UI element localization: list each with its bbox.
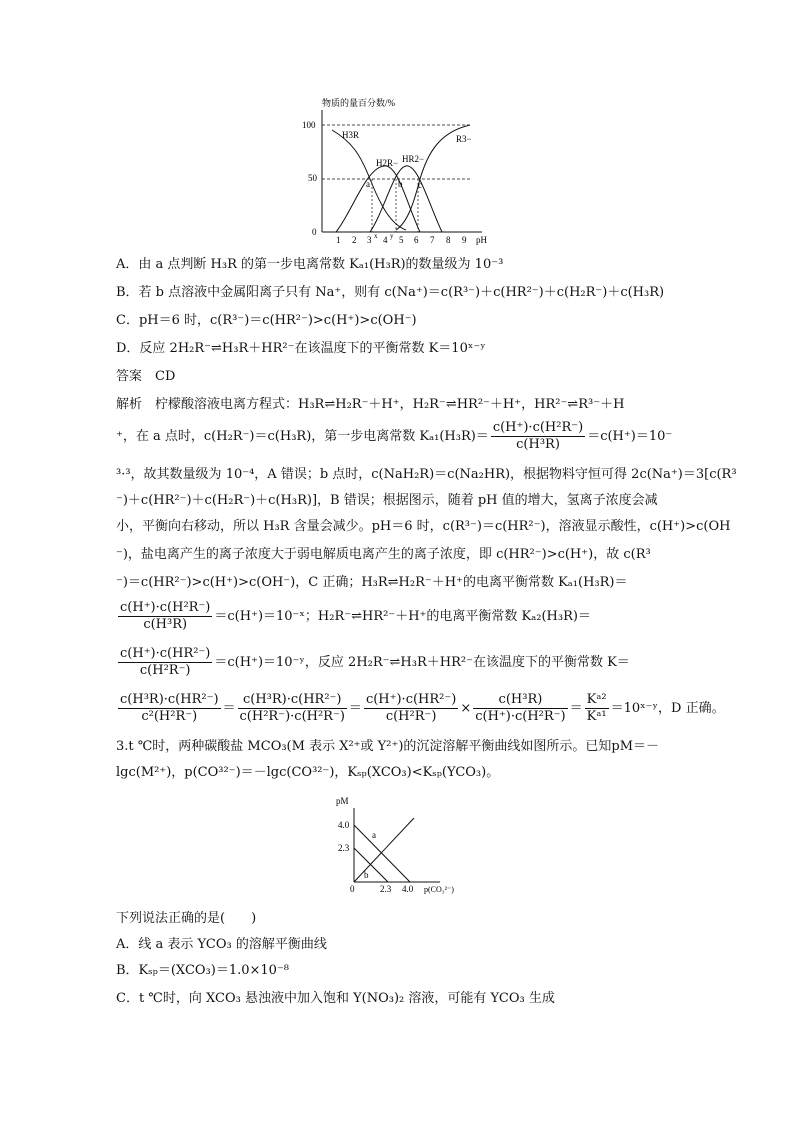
analysis-line-6: ⁻)，盐电离产生的离子浓度大于弱电解质电离产生的离子浓度，即 c(HR²⁻)>c(H⁺)，故 c(R³	[116, 547, 651, 562]
svg-text:7: 7	[430, 235, 435, 245]
precipitation-chart	[330, 790, 470, 900]
x-axis-label: pH	[476, 235, 487, 245]
svg-text:x: x	[374, 232, 378, 240]
chart2-y-tick-23: 2.3	[338, 843, 350, 853]
chart2-x-label: p(CO₃²⁻)	[424, 885, 454, 894]
label-hr2: HR2−	[402, 154, 425, 164]
y-tick-100: 100	[302, 120, 316, 130]
chart2-x-tick-0: 0	[350, 884, 355, 894]
line-b-label: b	[364, 870, 369, 880]
analysis-line-7: ⁻)＝c(HR²⁻)>c(H⁺)>c(OH⁻)，C 正确；H₃R⇌H₂R⁻＋H⁺的电离平衡常数 Kₐ₁(H₃R)＝	[116, 575, 628, 590]
answer: 答案 CD	[116, 369, 176, 384]
analysis-line-3: ³·³，故其数量级为 10⁻⁴，A 错误；b 点时，c(NaH₂R)＝c(Na₂HR)，根据物料守恒可得 2c(Na⁺)＝3[c(R³	[116, 467, 737, 482]
chart2-y-tick-4: 4.0	[338, 820, 350, 830]
point-b: b	[398, 179, 403, 189]
svg-text:y: y	[390, 232, 394, 240]
y-tick-0: 0	[312, 227, 317, 237]
analysis-line-8: $\frac{\text{c(H⁺)·c(H²R⁻)}}{\text{c(H³R)}}$ ＝c(H⁺)＝10⁻ˣ；H₂R⁻⇌HR²⁻＋H⁺的电离平衡常数 Kₐ₂(H₃R)＝	[120, 600, 591, 632]
species-distribution-chart	[290, 92, 510, 252]
svg-text:1: 1	[336, 235, 341, 245]
label-r3: R3−	[456, 134, 472, 144]
analysis-line-2: ⁺，在 a 点时，c(H₂R⁻)＝c(H₃R)，第一步电离常数 Kₐ₁(H₃R)＝ $\frac{\text{c(H⁺)·c(H²R⁻)}}{\text{c(H³R)}}$ ＝c(H⁺)＝10⁻	[116, 420, 673, 452]
y-tick-50: 50	[308, 173, 317, 183]
analysis-line-10: $\frac{\text{c(H³R)·c(HR²⁻)}}{\text{c²(H²R⁻)}}$ ＝ $\frac{\text{c(H³R)·c(HR²⁻)}}{\text{c(H²R⁻)·c(H²R⁻)}}$ ＝ $\frac{\text{c(H⁺)·c(HR²⁻)}}{\text{c(H²R⁻)}}$ × $\frac{\text{c(H³R)}}{\text{c(H⁺)·c(H²R⁻)}}$ ＝ $\frac{\text{Kᵃ²}}{\text{Kᵃ¹}}$ ＝10ˣ⁻ʸ，D 正确。	[120, 692, 725, 724]
analysis-line-9: $\frac{\text{c(H⁺)·c(HR²⁻)}}{\text{c(H²R⁻)}}$ ＝c(H⁺)＝10⁻ʸ，反应 2H₂R⁻⇌H₃R＋HR²⁻在该温度下的平衡常数 K＝	[120, 646, 630, 678]
option-1a: A．由 a 点判断 H₃R 的第一步电离常数 Kₐ₁(H₃R)的数量级为 10⁻³	[116, 257, 504, 272]
svg-text:5: 5	[399, 235, 404, 245]
svg-text:9: 9	[462, 235, 467, 245]
point-c: c	[418, 180, 422, 190]
question-3-line-2: lgc(M²⁺)，p(CO³²⁻)＝－lgc(CO³²⁻)，Kₛₚ(XCO₃)<Kₛₚ(YCO₃)。	[116, 765, 500, 780]
x-ticks	[336, 232, 467, 245]
line-a-label: a	[372, 830, 376, 840]
option-1c: C．pH＝6 时，c(R³⁻)＝c(HR²⁻)>c(H⁺)>c(OH⁻)	[116, 313, 417, 328]
chart2-x-tick-4: 4.0	[402, 884, 414, 894]
y-axis-label: 物质的量百分数/%	[322, 98, 395, 108]
chart2-x-tick-23: 2.3	[380, 884, 392, 894]
label-h3r: H3R	[342, 130, 360, 140]
option-1b: B．若 b 点溶液中金属阳离子只有 Na⁺，则有 c(Na⁺)＝c(R³⁻)＋c(HR²⁻)＋c(H₂R⁻)＋c(H₃R)	[116, 285, 665, 300]
label-h2r: H2R−	[376, 158, 399, 168]
svg-text:4: 4	[383, 235, 388, 245]
analysis-line-1: 解析 柠檬酸溶液电离方程式：H₃R⇌H₂R⁻＋H⁺，H₂R⁻⇌HR²⁻＋H⁺，HR²⁻⇌R³⁻＋H	[116, 397, 625, 412]
analysis-line-5: 小，平衡向右移动，所以 H₃R 含量会减少。pH＝6 时，c(R³⁻)＝c(HR²⁻)，溶液显示酸性，c(H⁺)>c(OH	[116, 519, 731, 534]
question-3-stem: 下列说法正确的是( )	[116, 911, 257, 926]
svg-text:3: 3	[367, 235, 372, 245]
chart2-y-label: pM	[336, 796, 349, 806]
option-3a: A．线 a 表示 YCO₃ 的溶解平衡曲线	[116, 937, 327, 952]
point-a: a	[366, 179, 370, 189]
question-3-line-1: 3.t ℃时，两种碳酸盐 MCO₃(M 表示 X²⁺或 Y²⁺)的沉淀溶解平衡曲线如图所示。已知pM＝－	[116, 739, 660, 754]
svg-text:8: 8	[446, 235, 451, 245]
option-1d: D．反应 2H₂R⁻⇌H₃R＋HR²⁻在该温度下的平衡常数 K＝10ˣ⁻ʸ	[116, 341, 486, 356]
svg-text:2: 2	[352, 235, 357, 245]
option-3c: C．t ℃时，向 XCO₃ 悬浊液中加入饱和 Y(NO₃)₂ 溶液，可能有 YCO₃ 生成	[116, 991, 555, 1006]
svg-text:6: 6	[414, 235, 419, 245]
option-3b: B．Kₛₚ＝(XCO₃)＝1.0×10⁻⁸	[116, 963, 290, 978]
analysis-line-4: ⁻)＋c(HR²⁻)＋c(H₂R⁻)＋c(H₃R)]，B 错误；根据图示，随着 pH 值的增大，氢离子浓度会减	[116, 493, 658, 508]
